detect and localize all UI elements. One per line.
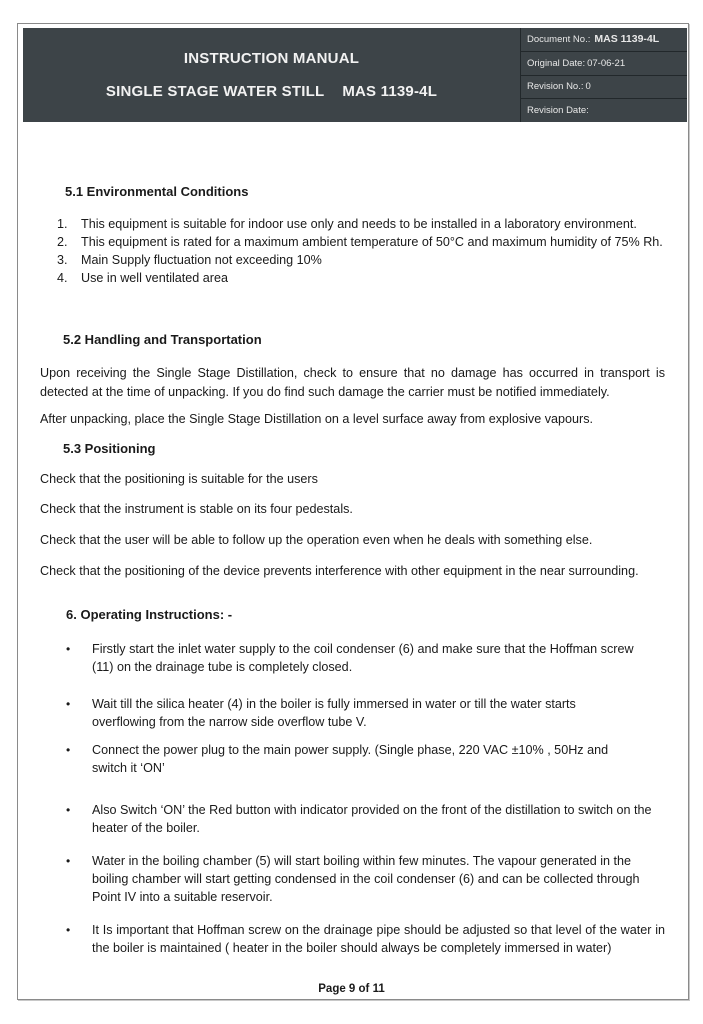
operating-step <box>66 801 666 837</box>
list-item <box>57 216 665 232</box>
operating-step-text: Water in the boiling chamber (5) will start boiling within few minutes. The vapour generated in the boiling chamber will start getting condensed in the coil condenser (6) and can be collected through Point IV into a suitable reservoir. <box>92 854 640 904</box>
list-item-number: 4. <box>57 271 68 285</box>
document-no-value: MAS 1139-4L <box>594 33 660 46</box>
operating-step-text: Also Switch ‘ON’ the Red button with indicator provided on the front of the distillation to switch on the heater of the boiler. <box>92 803 652 835</box>
positioning-paragraph-1: Check that the positioning is suitable for the users <box>40 472 318 486</box>
product-title <box>106 83 437 100</box>
list-item <box>57 234 665 250</box>
section-heading-operating: 6. Operating Instructions: - <box>66 607 233 622</box>
manual-title: INSTRUCTION MANUAL <box>183 50 360 67</box>
product-name: SINGLE STAGE WATER STILL <box>105 83 325 100</box>
revision-no-value: 0 <box>585 81 591 93</box>
operating-step-text: Wait till the silica heater (4) in the boiler is fully immersed in water or till the water starts overflowing from the narrow side overflow tube V. <box>92 697 576 729</box>
section-heading-environmental: 5.1 Environmental Conditions <box>65 184 249 199</box>
meta-revision-no <box>521 76 687 100</box>
revision-date-label: Revision Date: <box>527 105 589 117</box>
list-item-text: This equipment is rated for a maximum ambient temperature of 50°C and maximum humidity of 75% Rh. <box>81 235 663 249</box>
list-item <box>57 270 665 286</box>
positioning-paragraph-2: Check that the instrument is stable on its four pedestals. <box>40 502 353 516</box>
document-header <box>23 28 687 122</box>
handling-paragraph-2: After unpacking, place the Single Stage Distillation on a level surface away from explosive vapours. <box>40 412 594 426</box>
bullet-icon: • <box>66 923 71 937</box>
environmental-conditions-list <box>57 216 665 288</box>
operating-step-text: It Is important that Hoffman screw on the drainage pipe should be adjusted so that level of the water in the boiler is maintained ( heater in the boiler should always be completely immersed in water) <box>92 923 665 955</box>
operating-step <box>66 741 626 777</box>
meta-revision-date <box>521 99 687 122</box>
section-heading-positioning: 5.3 Positioning <box>63 441 156 456</box>
operating-step <box>66 695 636 731</box>
header-title-block <box>23 28 520 122</box>
operating-step <box>66 852 646 906</box>
bullet-icon: • <box>66 854 71 868</box>
original-date-value: 07-06-21 <box>587 57 626 69</box>
list-item-text: Use in well ventilated area <box>81 271 229 285</box>
list-item-number: 1. <box>57 217 68 231</box>
revision-no-label: Revision No.: <box>527 81 584 93</box>
list-item-text: Main Supply fluctuation not exceeding 10% <box>81 253 322 267</box>
bullet-icon: • <box>66 803 71 817</box>
meta-original-date <box>521 52 687 76</box>
operating-step <box>66 921 665 957</box>
product-code: MAS 1139-4L <box>342 83 438 100</box>
page-number: Page 9 of 11 <box>318 983 385 995</box>
bullet-icon: • <box>66 743 71 757</box>
bullet-icon: • <box>66 642 71 656</box>
original-date-label: Original Date: <box>527 57 586 69</box>
positioning-paragraph-4: Check that the positioning of the device prevents interference with other equipment in the near surrounding. <box>40 564 639 578</box>
handling-paragraph-1: Upon receiving the Single Stage Distillation, check to ensure that no damage has occurred in transport is detected at the time of unpacking. If you do find such damage the carrier must be notified immediately. <box>40 366 665 399</box>
document-meta-table <box>520 28 687 122</box>
operating-step <box>66 640 636 676</box>
list-item-number: 3. <box>57 253 68 267</box>
operating-step-text: Connect the power plug to the main power supply. (Single phase, 220 VAC ±10% , 50Hz and switch it ‘ON’ <box>92 743 609 775</box>
list-item-number: 2. <box>57 235 68 249</box>
operating-step-text: Firstly start the inlet water supply to the coil condenser (6) and make sure that the Hoffman screw (11) on the drainage tube is completely closed. <box>92 642 634 674</box>
positioning-paragraph-3: Check that the user will be able to follow up the operation even when he deals with something else. <box>40 533 593 547</box>
meta-document-no <box>521 28 687 52</box>
section-heading-handling: 5.2 Handling and Transportation <box>63 332 262 347</box>
list-item <box>57 252 665 268</box>
document-no-label: Document No.: <box>527 33 591 45</box>
bullet-icon: • <box>66 697 71 711</box>
list-item-text: This equipment is suitable for indoor use only and needs to be installed in a laboratory environment. <box>81 217 637 231</box>
